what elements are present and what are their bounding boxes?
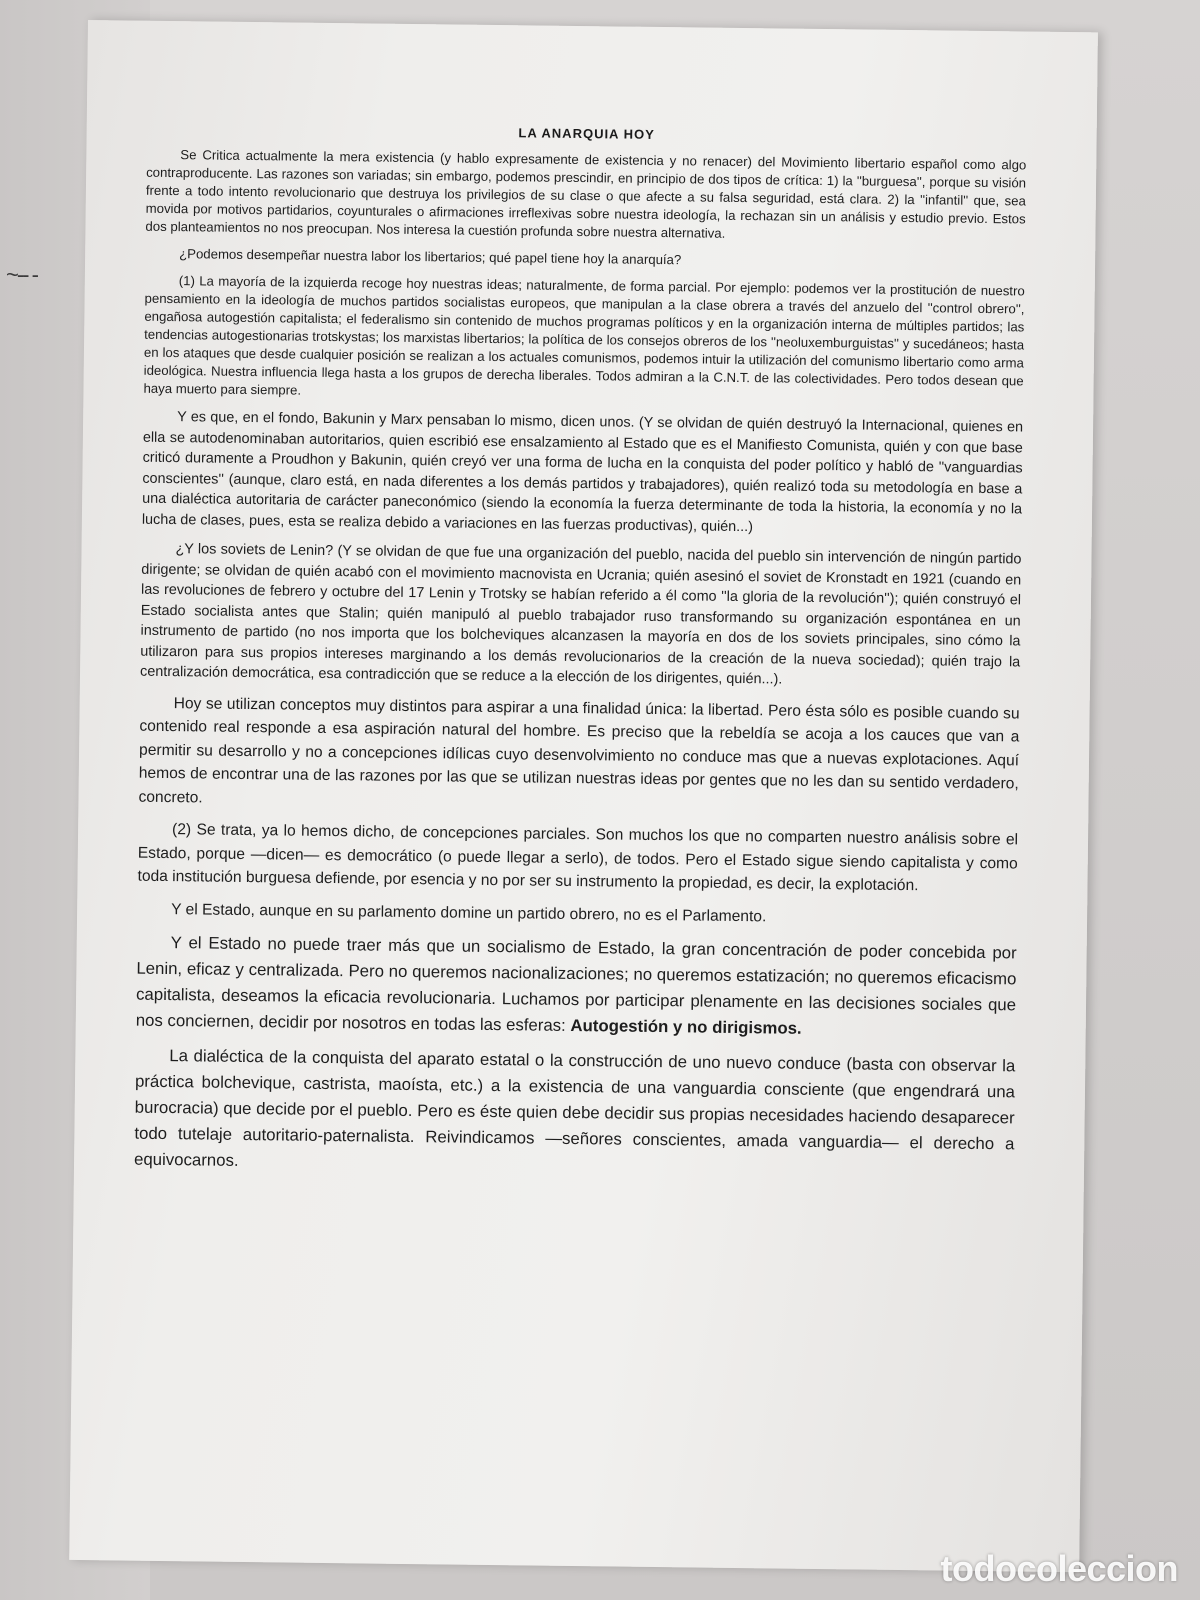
paragraph-2: ¿Podemos desempeñar nuestra labor los libertarios; qué papel tiene hoy la anarquía? xyxy=(179,246,682,268)
paragraph-5: ¿Y los soviets de Lenin? (Y se olvidan de que fue una organización del pueblo, nacida del pueblo sin intervención de ningún partido dirigente; se olvidan de quién acabó con el movimiento macnovista en Ucrania; quién asesinó el soviet de Kronstadt en 1921 (cuando en las revoluciones de febrero y octubre del 17 Lenin y Trotsky se habían referido a él como ''la gloria de la revolución''); quién construyó el Estado socialista antes que Stalin; quién manipuló al pueblo trabajador ruso transformando su organización espontánea en un instrumento de partido (no nos importa que los bolcheviques alcanzasen la mayoría en dos de los soviets principales, sino cómo la utilizaron para sus propios intereses marginando a los demás revolucionarios de la creación de la nueva sociedad); quién trajo la centralización democrática, esa contradicción que se reduce a la elección de los dirigentes, quién...). xyxy=(139,541,1022,688)
margin-ink-marks: ~-- - xyxy=(6,262,37,287)
paper-sheet xyxy=(69,20,1098,1572)
document-title: LA ANARQUIA HOY xyxy=(518,125,655,142)
paragraph-4: Y es que, en el fondo, Bakunin y Marx pensaban lo mismo, dicen unos. (Y se olvidan de quién destruyó la Internacional, quienes en ella se autodenominaban autoritarios, quien escribió ese ensalzamiento al Estado que es el Manifiesto Comunista, quién y con que base criticó duramente a Proudhon y Bakunin, quién creyó ver una forma de lucha en la conquista del poder político y habló de ''vanguardias conscientes'' (aunque, claro está, en nada diferentes a los demás partidos y trabajadores), quién realizó toda su metodología en base a una dialéctica autoritaria de carácter paneconómico (siendo la economía la fuerza determinante de toda la historia, la economía y no la lucha de clases, pues, esta se realiza debido a variaciones en las fuerzas productivas), quién...) xyxy=(141,409,1024,535)
document-body xyxy=(134,121,1027,1193)
paragraph-7: (2) Se trata, ya lo hemos dicho, de concepciones parciales. Son muchos los que no comparten nuestro análisis sobre el Estado, porque —dicen— es democrático (o puede llegar a serlo), de todos. Pero el Estado sigue siendo capitalista y como toda institución burguesa defiende, por esencia y no por ser su instrumento la propiedad, es decir, la explotación. xyxy=(137,821,1019,895)
paragraph-9 xyxy=(136,930,1017,1045)
paragraph-3: (1) La mayoría de la izquierda recoge hoy nuestras ideas; naturalmente, de forma parcial. Por ejemplo: podemos ver la prostitución de nuestro pensamiento en la ideología de muchos partidos socialistas europeos, que manipulan a la clase obrera a través del anzuelo del ''control obrero'', engañosa autogestión capitalista; el federalismo sin contenido de muchos programas políticos y en la organización interna de múltiples partidos; las tendencias autogestionarias trotskystas; los marxistas libertarios; la política de los consejos obreros de los ''neoluxemburguistas'' y sucedáneos; hasta en los ataques que desde cualquier posición se realizan a los actuales comunismos, podemos intuir la utilización del comunismo libertario como arma ideológica. Nuestra influencia llega hasta a los grupos de derecha liberales. Todos admiran a la C.N.T. de las colectividades. Pero todos desean que haya muerto para siempre. xyxy=(143,273,1025,398)
paragraph-8: Y el Estado, aunque en su parlamento domine un partido obrero, no es el Parlamento. xyxy=(171,900,767,925)
site-watermark: todocoleccion xyxy=(940,1548,1178,1589)
paragraph-6: Hoy se utilizan conceptos muy distintos para aspirar a una finalidad única: la libertad. Pero ésta sólo es posible cuando su contenido real responde a esa aspiración natural del hombre. Es preciso que la rebeldía se acoja a los cauces que van a permitir su desarrollo y no a concepciones idílicas cuyo desenvolvimiento no conduce mas que a nuevas explotaciones. Aquí hemos de encontrar una de las razones por las que se utilizan nuestras ideas por gentes que no les dan su sentido verdadero, concreto. xyxy=(138,694,1020,806)
paragraph-10: La dialéctica de la conquista del aparato estatal o la construcción de uno nuevo conduce (basta con observar la práctica bolchevique, castrista, maoísta, etc.) a la existencia de una vanguardia consciente (que engendrará una burocracia) que decide por el pueblo. Pero es éste quien debe decidir sus propias necesidades haciendo desaparecer todo tutelaje autoritario-paternalista. Reivindicamos —señores conscientes, amada vanguardia— el derecho a equivocarnos. xyxy=(133,1046,1016,1170)
paragraph-1: Se Critica actualmente la mera existencia (y hablo expresamente de existencia y no renacer) del Movimiento libertario español como algo contraproducente. Las razones son variadas; sin embargo, podemos prescindir, en principio de dos tipos de crítica: 1) la ''burguesa'', porque su visión frente a todo intento revolucionario que destruya los privilegios de su clase o que afecte a su falsa seguridad, está clara. 2) la ''infantil'' que, sea movida por motivos partidarios, coyunturales o afirmaciones irreflexivas sobre nuestra ideología, la rechazan sin un análisis y estudio previo. Estos dos planteamientos no nos preocupan. Nos interesa la cuestión profunda sobre nuestra alternativa. xyxy=(145,147,1027,241)
paragraph-9-text: Y el Estado no puede traer más que un socialismo de Estado, la gran concentración de poder concebida por Lenin, eficaz y centralizada. Pero no queremos nacionalizaciones; no queremos estatización; no queremos eficacismo capitalista, deseamos la eficacia revolucionaria. Luchamos por participar plenamente en las decisiones sociales que nos conciernen, decidir por nosotros en todas las esferas: xyxy=(135,933,1017,1035)
paragraph-9-emphasis: Autogestión y no dirigismos. xyxy=(570,1015,802,1038)
